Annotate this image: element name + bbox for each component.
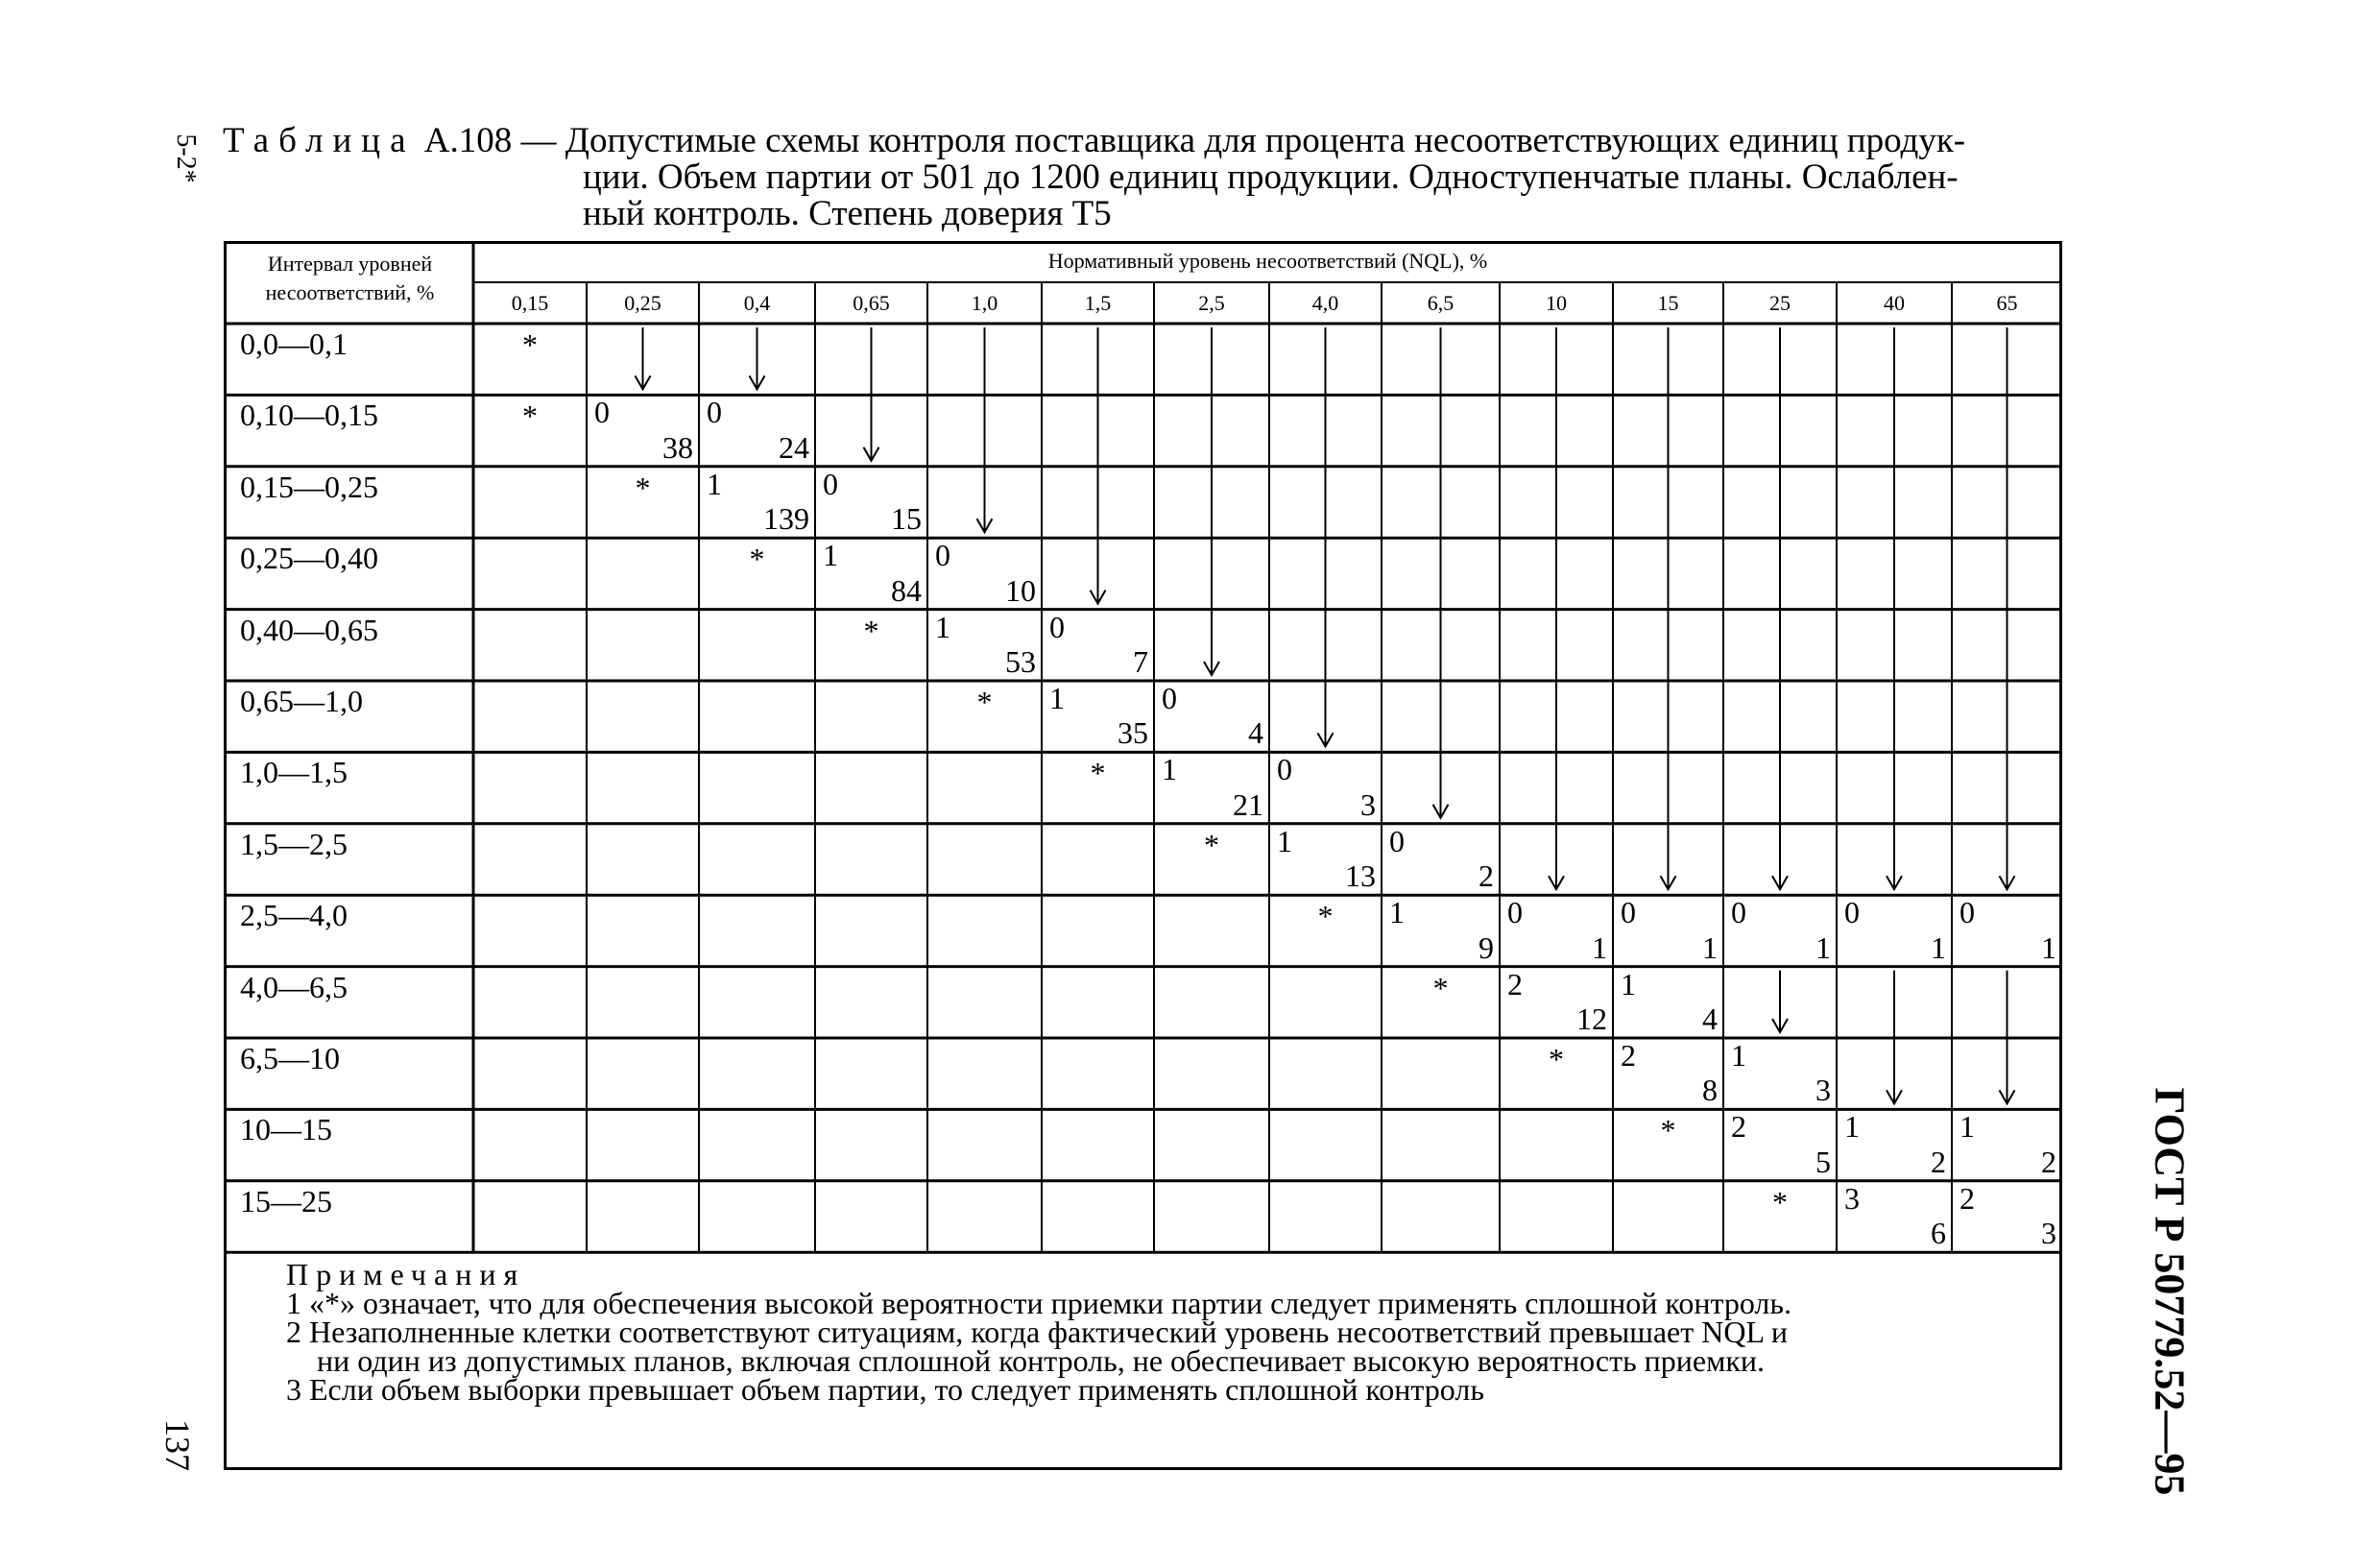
acceptance-number: 1	[1621, 966, 1636, 1001]
acceptance-number: 0	[1507, 895, 1523, 930]
star-mark: *	[522, 398, 538, 434]
sample-size: 38	[662, 429, 693, 465]
note-3: 3 Если объем выборки превышает объем партии, то следует применять сплошной контроль	[286, 1372, 1484, 1408]
sample-size: 35	[1118, 715, 1148, 751]
sample-size: 1	[2041, 929, 2056, 965]
row-label: 15—25	[240, 1183, 332, 1218]
acceptance-number: 0	[594, 395, 610, 430]
star-mark: *	[522, 327, 538, 362]
star-mark: *	[749, 542, 765, 577]
note-1: 1 «*» означает, что для обеспечения высокой вероятности приемки партии следует применять сплошной контроль.	[286, 1286, 1791, 1321]
sample-size: 13	[1345, 858, 1376, 894]
sample-size: 53	[1005, 644, 1036, 679]
side-code: 5-2*	[171, 133, 201, 183]
notes	[286, 1257, 2053, 1408]
acceptance-number: 0	[935, 538, 950, 573]
star-mark: *	[1204, 827, 1219, 862]
table-caption	[223, 123, 2047, 232]
acceptance-number: 1	[1389, 895, 1405, 930]
caption-line-2: ции. Объем партии от 501 до 1200 единиц продукции. Одноступенчатые планы. Ослаблен-	[583, 157, 1959, 197]
column-label: 15	[1657, 291, 1679, 315]
acceptance-number: 1	[1844, 1109, 1860, 1145]
sample-size: 2	[2041, 1144, 2056, 1179]
row-label: 6,5—10	[240, 1041, 340, 1075]
acceptance-number: 1	[1959, 1109, 1975, 1145]
acceptance-number: 1	[1277, 823, 1292, 858]
star-mark: *	[1090, 756, 1106, 791]
acceptance-number: 1	[935, 609, 950, 644]
row-label: 10—15	[240, 1112, 332, 1147]
star-mark: *	[1549, 1042, 1564, 1076]
sample-size: 15	[891, 501, 922, 537]
nql-header: Нормативный уровень несоответствий (NQL), %	[1047, 249, 1488, 273]
row-label: 0,65—1,0	[240, 684, 363, 718]
star-mark: *	[863, 613, 879, 648]
row-label: 2,5—4,0	[240, 898, 348, 933]
sample-size: 9	[1478, 929, 1494, 965]
note-2b: ни один из допустимых планов, включая сплошной контроль, не обеспечивает высокую вероятность приемки.	[317, 1343, 1766, 1379]
sample-size: 21	[1233, 786, 1263, 822]
row-label: 4,0—6,5	[240, 969, 348, 1004]
column-label: 4,0	[1311, 291, 1339, 315]
acceptance-number: 1	[1731, 1038, 1746, 1073]
star-mark: *	[1660, 1113, 1676, 1148]
sample-size: 3	[1815, 1073, 1831, 1108]
sample-size: 24	[779, 429, 809, 465]
acceptance-number: 2	[1621, 1038, 1636, 1073]
acceptance-number: 0	[1389, 823, 1405, 858]
acceptance-number: 0	[1277, 752, 1292, 787]
star-mark: *	[1432, 970, 1449, 1005]
row-label: 1,5—2,5	[240, 826, 348, 861]
row-label: 1,0—1,5	[240, 755, 348, 790]
sample-size: 10	[1005, 572, 1036, 608]
column-label: 0,4	[743, 291, 771, 315]
sample-size: 1	[1815, 929, 1831, 965]
acceptance-number: 0	[707, 395, 722, 430]
acceptance-number: 1	[1162, 752, 1177, 787]
column-label: 10	[1546, 291, 1567, 315]
caption-line-3: ный контроль. Степень доверия T5	[583, 194, 1112, 233]
row-label: 0,25—0,40	[240, 541, 378, 576]
column-label: 0,65	[853, 291, 890, 315]
column-label: 2,5	[1198, 291, 1225, 315]
acceptance-number: 0	[1049, 609, 1065, 644]
star-mark: *	[1317, 899, 1334, 934]
star-mark: *	[635, 470, 651, 505]
row-label: 0,10—0,15	[240, 398, 378, 433]
row-header: Интервал уровней несоответствий, %	[265, 252, 435, 304]
sample-size: 139	[763, 501, 809, 537]
acceptance-number: 2	[1959, 1180, 1975, 1216]
acceptance-number: 2	[1507, 966, 1523, 1001]
caption-label: Таблица	[223, 121, 416, 160]
sample-size: 1	[1592, 929, 1607, 965]
acceptance-number: 0	[1959, 895, 1975, 930]
sample-size: 4	[1702, 1001, 1718, 1036]
column-label: 6,5	[1427, 291, 1454, 315]
sample-size: 8	[1702, 1073, 1718, 1108]
sample-size: 4	[1248, 715, 1263, 751]
column-label: 1,5	[1084, 291, 1112, 315]
sample-size: 3	[2041, 1216, 2056, 1251]
sample-size: 2	[1478, 858, 1494, 894]
star-mark: *	[976, 685, 993, 719]
acceptance-number: 0	[1731, 895, 1746, 930]
acceptance-number: 1	[1049, 681, 1065, 715]
acceptance-number: 2	[1731, 1109, 1746, 1145]
sample-size: 84	[891, 572, 922, 608]
sample-size: 1	[1931, 929, 1946, 965]
sample-size: 1	[1702, 929, 1718, 965]
row-label: 0,15—0,25	[240, 469, 378, 504]
column-label: 1,0	[971, 291, 998, 315]
acceptance-number: 1	[707, 466, 722, 501]
sample-size: 5	[1815, 1144, 1831, 1179]
row-label: 0,0—0,1	[240, 326, 348, 361]
column-label: 65	[1996, 291, 2018, 315]
sample-size: 12	[1576, 1001, 1607, 1036]
notes-title: Примечания	[286, 1257, 526, 1292]
column-label: 40	[1884, 291, 1905, 315]
acceptance-table	[224, 241, 2062, 1470]
acceptance-number: 0	[1162, 681, 1177, 715]
column-label: 0,25	[624, 291, 661, 315]
acceptance-number: 0	[823, 466, 838, 501]
page-number: 137	[158, 1419, 197, 1471]
acceptance-number: 0	[1844, 895, 1860, 930]
sample-size: 7	[1133, 644, 1148, 679]
sample-size: 2	[1931, 1144, 1946, 1179]
acceptance-number: 3	[1844, 1180, 1860, 1216]
acceptance-number: 1	[823, 538, 838, 573]
sample-size: 6	[1931, 1216, 1946, 1251]
column-label: 25	[1769, 291, 1791, 315]
note-2a: 2 Незаполненные клетки соответствуют ситуациям, когда фактический уровень несоответствий превышает NQL и	[286, 1315, 1788, 1350]
acceptance-number: 0	[1621, 895, 1636, 930]
column-label: 0,15	[511, 291, 549, 315]
sample-size: 3	[1360, 786, 1376, 822]
row-label: 0,40—0,65	[240, 612, 378, 647]
caption-line-1: А.108 — Допустимые схемы контроля поставщика для процента несоответствующих единиц продук-	[423, 121, 1966, 160]
star-mark: *	[1772, 1184, 1788, 1219]
standard-code: ГОСТ Р 50779.52—95	[2146, 1087, 2194, 1496]
